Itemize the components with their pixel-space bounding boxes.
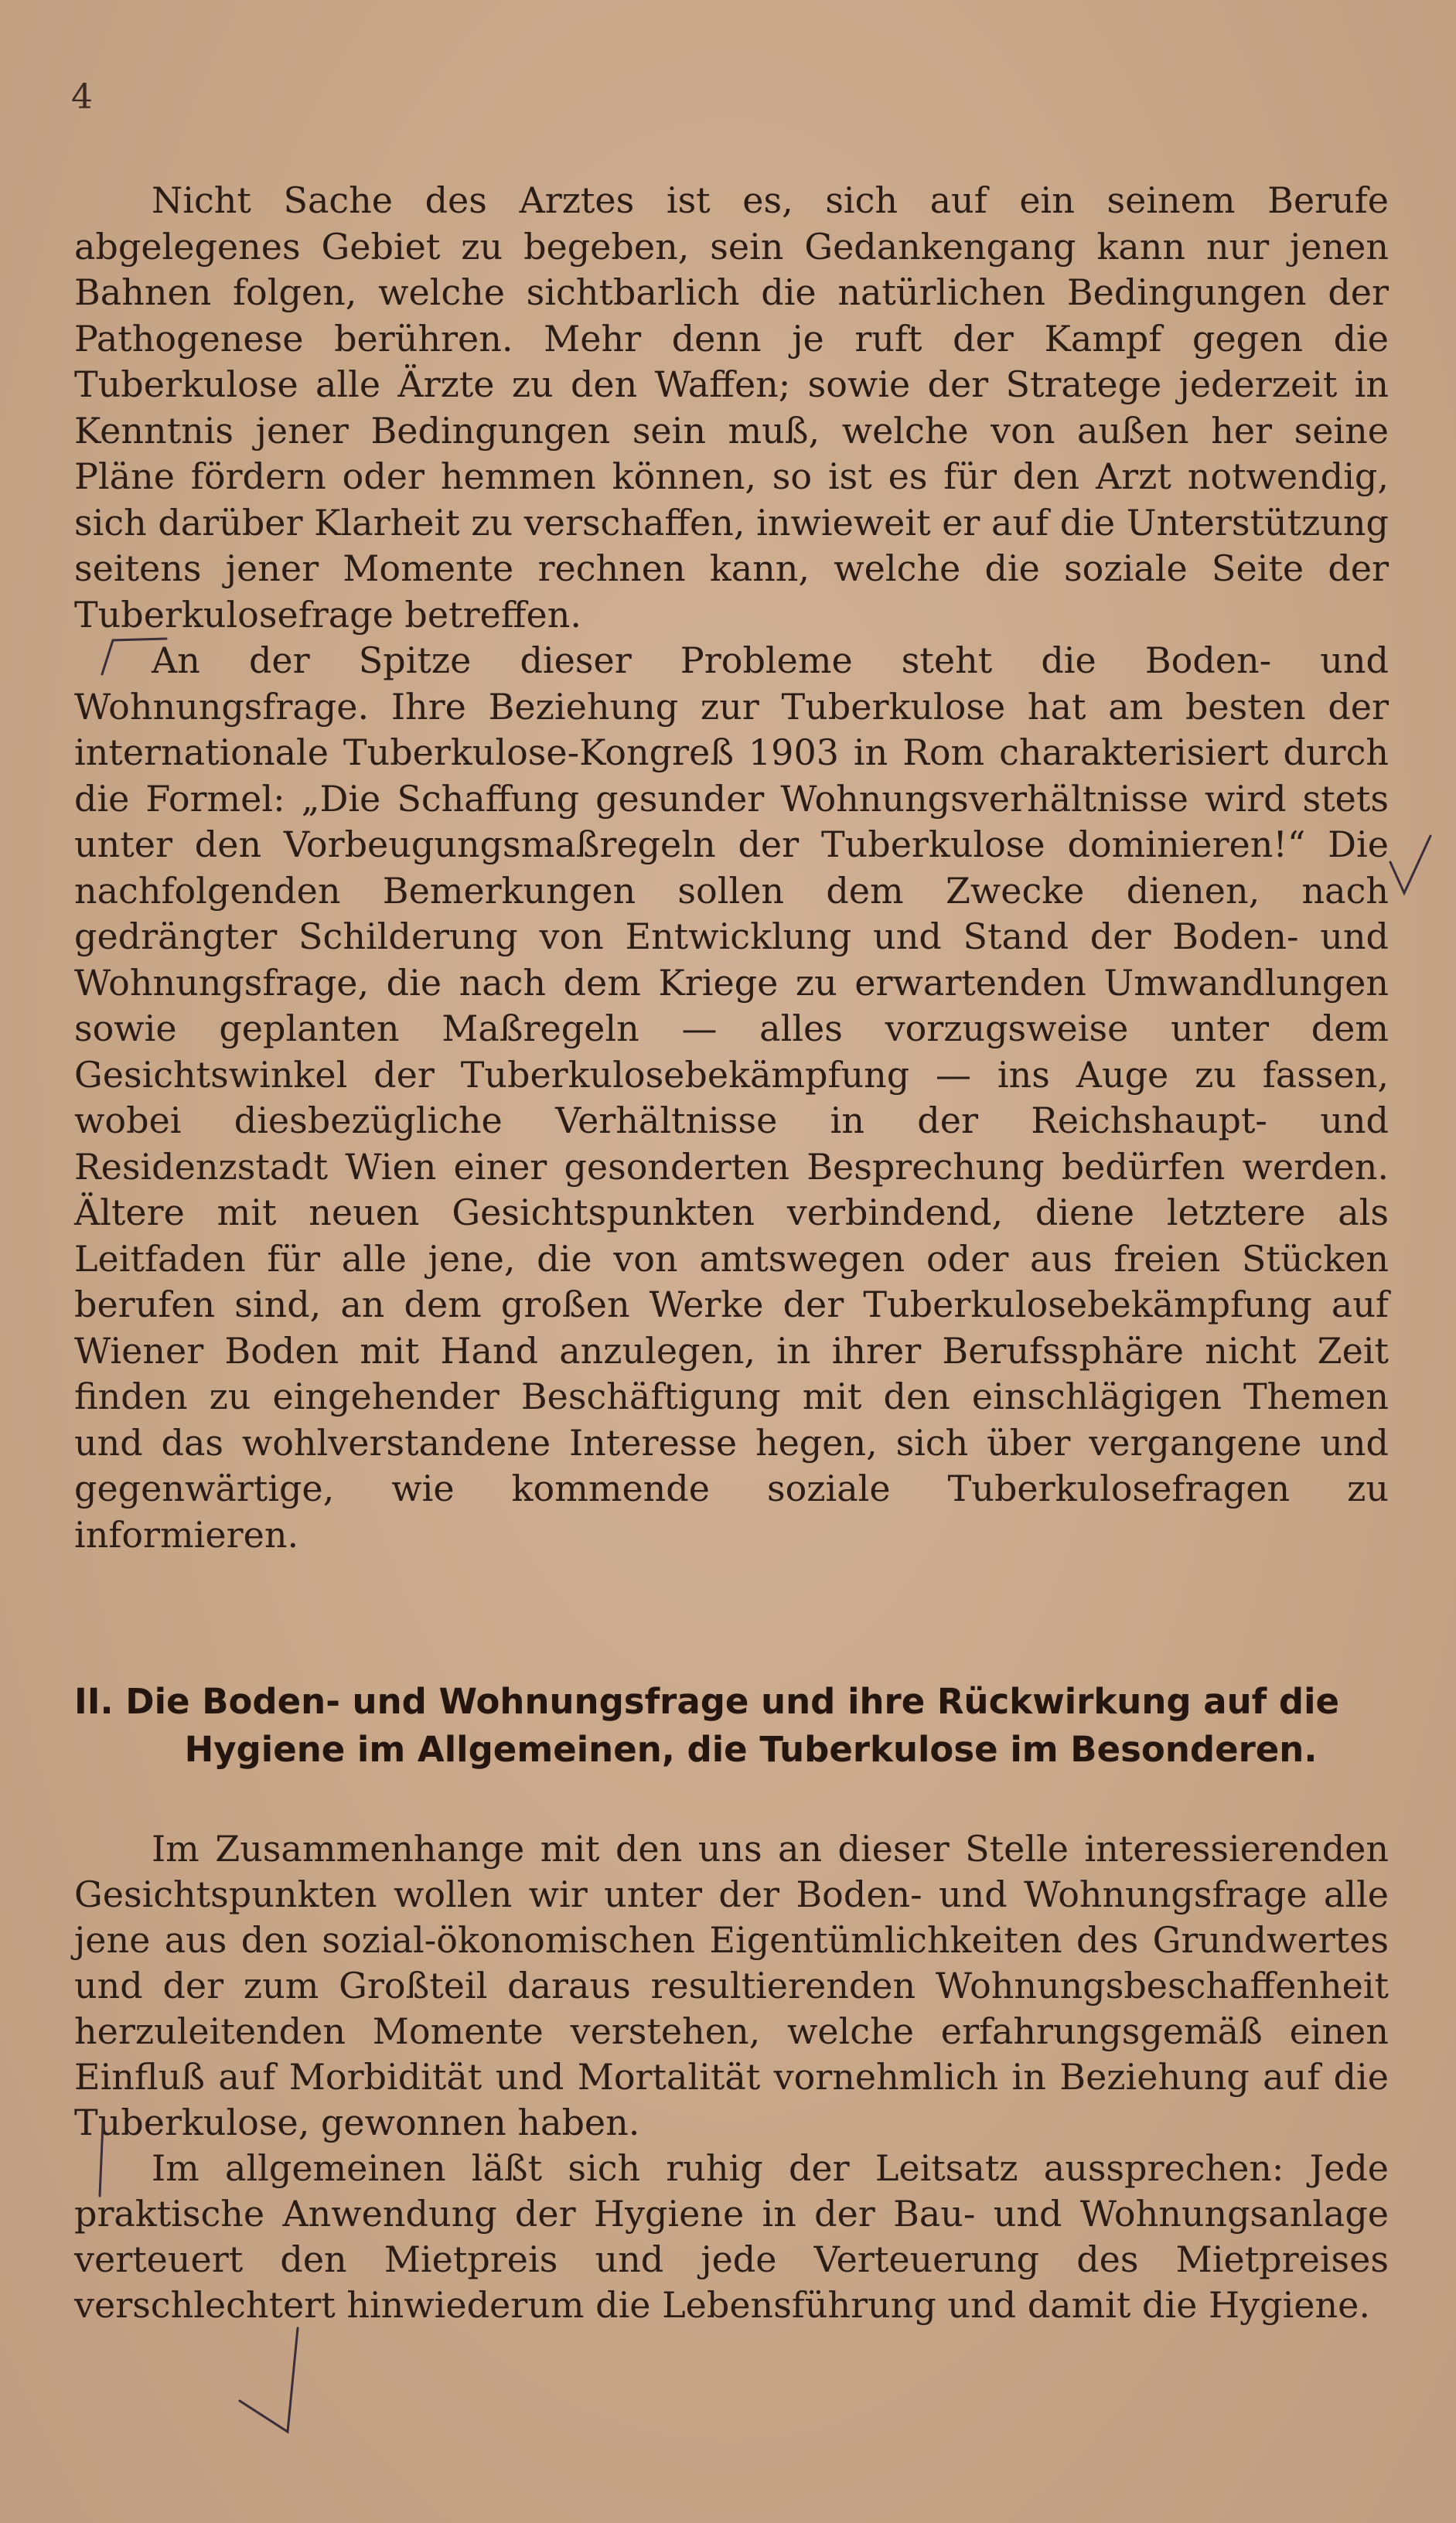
section-body (74, 1826, 1389, 2328)
heading-line: Hygiene im Allgemeinen, die Tuberkulose im Besonderen. (184, 1729, 1318, 1770)
pencil-underline-icon (224, 2324, 317, 2439)
paragraph: Im Zusammenhange mit den uns an dieser Stelle interessierenden Gesichtspunkten wollen wir unter der Boden- und Wohnungsfrage alle jene aus den sozial-ökonomischen Eigentümlichkeiten des Grundwertes und der zum Großteil daraus resultierenden Wohnungsbeschaffenheit herzuleitenden Momente verstehen, welche erfahrungsgemäß einen Einfluß auf Morbidität und Mortalität vornehmlich in Beziehung auf die Tuberkulose, gewonnen haben. (74, 1828, 1389, 2143)
heading-line: II. Die Boden- und Wohnungsfrage und ihre Rückwirkung auf die (74, 1681, 1340, 1722)
paragraph: An der Spitze dieser Probleme steht die Boden- und Wohnungsfrage. Ihre Beziehung zur Tuberkulose hat am besten der internationale Tuberkulose-Kongreß 1903 in Rom charakterisiert durch die Formel: „Die Schaffung gesunder Wohnungsverhältnisse wird stets unter den Vorbeugungsmaßregeln der Tuberkulose dominieren!“ Die nachfolgenden Bemerkungen sollen dem Zwecke dienen, nach gedrängter Schilderung von Entwicklung und Stand der Boden- und Wohnungsfrage, die nach dem Kriege zu erwartenden Umwandlungen sowie geplanten Maßregeln — alles vorzugsweise unter dem Gesichtswinkel der Tuberkulosebekämpfung — ins Auge zu fassen, wobei diesbezügliche Verhältnisse in der Reichshaupt- und Residenzstadt Wien einer gesonderten Besprechung bedürfen werden. Ältere mit neuen Gesichtspunkten verbindend, diene letztere als Leitfaden für alle jene, die von amtswegen oder aus freien Stücken berufen sind, an dem großen Werke der Tuberkulosebekämpfung auf Wiener Boden mit Hand anzulegen, in ihrer Berufssphäre nicht Zeit finden zu eingehender Beschäftigung mit den einschlägigen Themen und das wohlverstandene Interesse hegen, sich über vergangene und gegenwärtige, wie kommende soziale Tuberkulosefragen zu informieren. (74, 639, 1389, 1556)
paragraph: Im allgemeinen läßt sich ruhig der Leitsatz aussprechen: Jede praktische Anwendung der Hygiene in der Bau- und Wohnungsanlage verteuert den Mietpreis und jede Verteuerung des Mietpreises verschlechtert hinwiederum die Lebensführung und damit die Hygiene. (74, 2147, 1389, 2326)
page-number: 4 (71, 77, 93, 117)
intro-section (74, 178, 1389, 1558)
check-mark-icon (1384, 831, 1438, 901)
section-heading (74, 1678, 1396, 1774)
paragraph: Nicht Sache des Arztes ist es, sich auf ein seinem Berufe abgelegenes Gebiet zu begeben, sein Gedankengang kann nur jenen Bahnen folgen, welche sichtbarlich die natürlichen Bedingungen der Pathogenese berühren. Mehr denn je ruft der Kampf gegen die Tuberkulose alle Ärzte zu den Waffen; sowie der Stratege jederzeit in Kenntnis jener Bedingungen sein muß, welche von außen her seine Pläne fördern oder hemmen können, so ist es für den Arzt notwendig, sich darüber Klarheit zu verschaffen, inwieweit er auf die Unterstützung seitens jener Momente rechnen kann, welche die soziale Seite der Tuberkulosefrage betreffen. (74, 179, 1389, 636)
